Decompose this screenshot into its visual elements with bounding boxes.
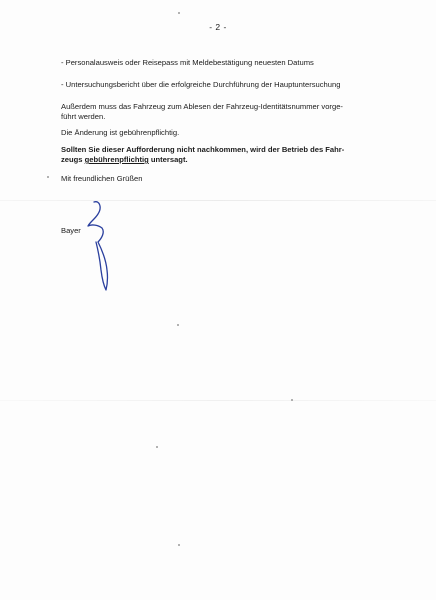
warning-line-1: Sollten Sie dieser Aufforderung nicht nachkommen, wird der Betrieb des Fahr- xyxy=(61,145,345,154)
vehicle-presentation-line-1: Außerdem muss das Fahrzeug zum Ablesen der Fahrzeug-Identitätsnummer vorge- xyxy=(61,102,343,111)
warning-underlined-term: gebührenpflichtig xyxy=(84,155,149,164)
warning-line-2 xyxy=(61,155,188,166)
scan-speck xyxy=(178,12,180,14)
signer-name: Bayer xyxy=(61,226,81,235)
fee-notice: Die Änderung ist gebührenpflichtig. xyxy=(61,128,180,137)
handwritten-signature xyxy=(80,198,120,298)
warning-line-2-end: untersagt. xyxy=(148,155,188,164)
closing-salutation: Mit freundlichen Grüßen xyxy=(61,174,143,183)
vehicle-presentation-line-2: führt werden. xyxy=(61,112,106,121)
paper-fold-line xyxy=(0,400,436,401)
page-number: - 2 - xyxy=(209,22,227,32)
bullet-item-inspection-report: - Untersuchungsbericht über die erfolgreiche Durchführung der Hauptuntersuchung xyxy=(61,80,341,89)
warning-line-2-start: zeugs xyxy=(61,155,85,164)
scan-speck xyxy=(156,446,158,448)
scan-speck xyxy=(291,399,293,401)
scan-speck xyxy=(178,544,180,546)
paper-fold-line xyxy=(0,200,436,201)
scan-speck xyxy=(47,176,49,178)
signature-stroke xyxy=(88,202,107,290)
bullet-item-id-document: - Personalausweis oder Reisepass mit Meldebestätigung neuesten Datums xyxy=(61,58,314,67)
scan-speck xyxy=(177,324,179,326)
